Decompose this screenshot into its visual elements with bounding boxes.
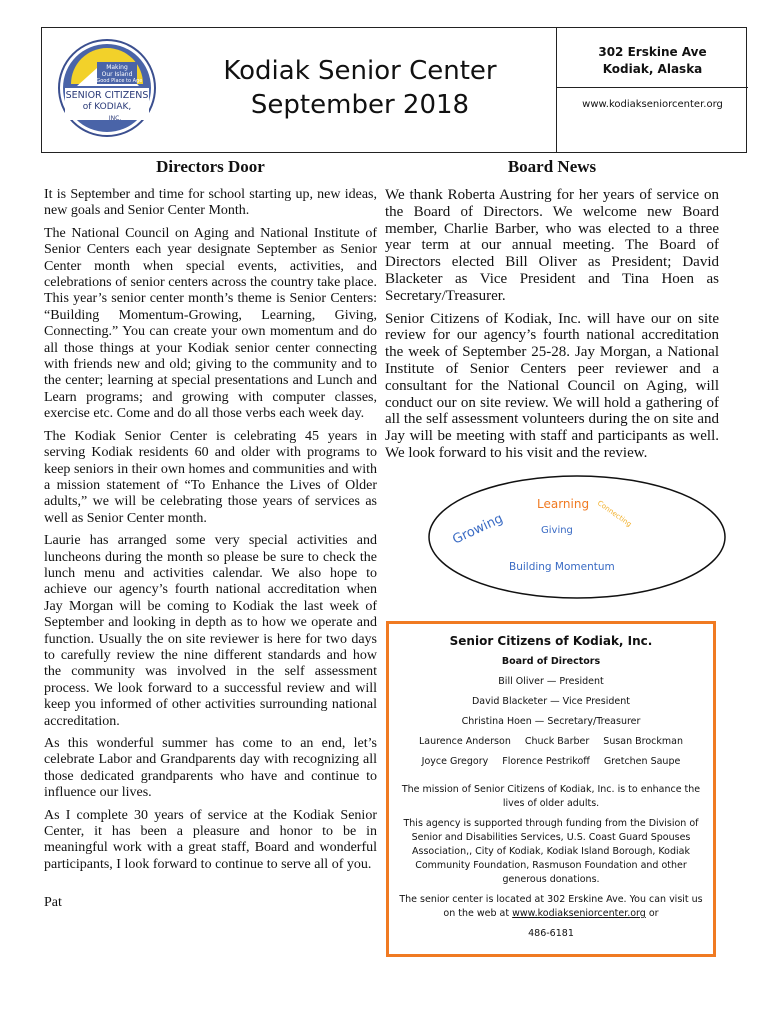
title-line-1: Kodiak Senior Center (223, 56, 497, 86)
directors-paragraph: The Kodiak Senior Center is celebrating 45 years in serving Kodiak residents 60 and older with programs to keep seniors in their own homes and communities and with a mission statement of “To Enhance the Lives of Older adults,” we will be celebrating those years of services as well as Senior Center month. (44, 428, 377, 526)
board-vice-president: David Blacketer — Vice President (471, 696, 630, 707)
board-member: Florence Pestrikoff (502, 756, 590, 767)
address-street: 302 Erskine Ave (598, 45, 707, 59)
title-line-2: September 2018 (250, 90, 470, 120)
growing-label: Growing (450, 511, 506, 548)
logo-tagline-2: Our Island (101, 71, 133, 78)
masthead (41, 27, 747, 153)
board-member: Chuck Barber (524, 736, 590, 747)
org-name: Senior Citizens of Kodiak, Inc. (449, 634, 653, 648)
location-statement (395, 893, 707, 921)
board-members-row (389, 736, 713, 747)
directors-door-heading: Directors Door (156, 157, 265, 176)
website-link[interactable]: www.kodiakseniorcenter.org (512, 908, 646, 919)
address-box (556, 27, 748, 153)
learning-label: Learning (537, 497, 590, 511)
location-text: The senior center is located at 302 Erskine Ave. You can visit us on the web at (399, 894, 703, 919)
directors-door-column (44, 157, 377, 918)
location-or: or (648, 908, 659, 919)
mission-statement: The mission of Senior Citizens of Kodiak, Inc. is to enhance the lives of older adults. (401, 784, 701, 809)
newsletter-title (210, 54, 510, 122)
directors-paragraph: As this wonderful summer has come to an end, let’s celebrate Labor and Grandparents day with recognizing all those dedicated grandparents who have and continue to influence our lives. (44, 736, 377, 801)
board-news-paragraph: We thank Roberta Austring for her years of service on the Board of Directors. We welcome new Board member, Charlie Barber, who was elected to a three year term at our annual meeting. The Board of Directors elected Bill Oliver as President; David Blacketer as Vice President and Tina Hoen as Secretary/Treasurer. (385, 187, 719, 304)
address-city: Kodiak, Alaska (602, 62, 703, 76)
logo-name-2: of KODIAK, (82, 102, 132, 112)
board-of-directors-box (386, 621, 716, 957)
board-news-paragraph: Senior Citizens of Kodiak, Inc. will have our on site review for our agency’s fourth national accreditation the week of September 25-28. Jay Morgan, a National Institute of Senior Centers peer reviewer and a consultant for the National Council on Aging, will conduct our on site review. We will hold a gathering of all the self assessment volunteers during the on site and Jay will be meeting with staff and participants as well. We look forward to his visit and the review. (385, 310, 719, 461)
board-secretary: Christina Hoen — Secretary/Treasurer (461, 716, 641, 727)
directors-paragraph: As I complete 30 years of service at the Kodiak Senior Center, it has been a pleasure and honor to be in meaningful work with a great staff, Board and wonderful participants, I look forward to continue to serve all of you. (44, 807, 377, 872)
board-member: Laurence Anderson (418, 736, 511, 747)
address-divider (557, 87, 748, 88)
funding-statement: This agency is supported through funding from the Division of Senior and Disabilities Services, U.S. Coast Guard Spouses Association,, City of Kodiak, Kodiak Island Borough, Kodiak Community Foundation, Rasmuson Foundation and other generous donations. (403, 818, 699, 885)
giving-label: Giving (541, 525, 573, 536)
logo-name-1: SENIOR CITIZENS (65, 90, 149, 101)
directors-paragraph: Laurie has arranged some very special activities and luncheons during the month so please be sure to check the lunch menu and activities calendar. We also hope to achieve our agency’s fourth national accreditation when Jay Morgan will be coming to Kodiak the last week of September and looking in depth as to how we operate and function. Usually the on site reviewer is here for two days to carefully review the nine different standards and how the community was involved in the self assessment process. We look forward to a successful review and will keep you informed of other activities surrounding national accreditation. (44, 533, 377, 729)
logo-name-3: INC. (108, 115, 122, 122)
board-member: Susan Brockman (603, 736, 684, 747)
building-momentum-label: Building Momentum (509, 561, 615, 573)
website-text: www.kodiakseniorcenter.org (582, 99, 723, 110)
board-member: Gretchen Saupe (603, 756, 681, 767)
signature: Pat (44, 895, 62, 911)
connecting-label: Connecting (595, 499, 634, 529)
board-member: Joyce Gregory (421, 756, 489, 767)
directors-paragraph: The National Council on Aging and National Institute of Senior Centers each year designate September as Senior Center month when special events, activities, and celebrations of senior centers across the country take place. This year’s senior center month’s theme is Senior Centers: “Building Momentum-Growing, Learning, Giving, Connecting.” You can create your own momentum and do all those things at your Kodiak senior center connecting with friends new and old; giving to the community and to the center; learning at special presentations and Lunch and Learn programs; and growing with computer classes, exercise etc. Come and do all those verbs each week day. (44, 225, 377, 422)
senior-citizens-logo (57, 38, 157, 138)
board-news-column (385, 157, 719, 468)
board-subtitle: Board of Directors (501, 656, 601, 667)
board-members-row (389, 756, 713, 767)
momentum-graphic (427, 474, 727, 600)
directors-paragraph: It is September and time for school starting up, new ideas, new goals and Senior Center Month. (44, 187, 377, 219)
board-news-heading: Board News (507, 157, 597, 176)
logo-tagline-1: Making (106, 64, 128, 71)
logo-tagline-3: a Good Place to Age (91, 78, 143, 84)
board-president: Bill Oliver — President (498, 676, 604, 687)
phone-number: 486-6181 (528, 928, 574, 939)
